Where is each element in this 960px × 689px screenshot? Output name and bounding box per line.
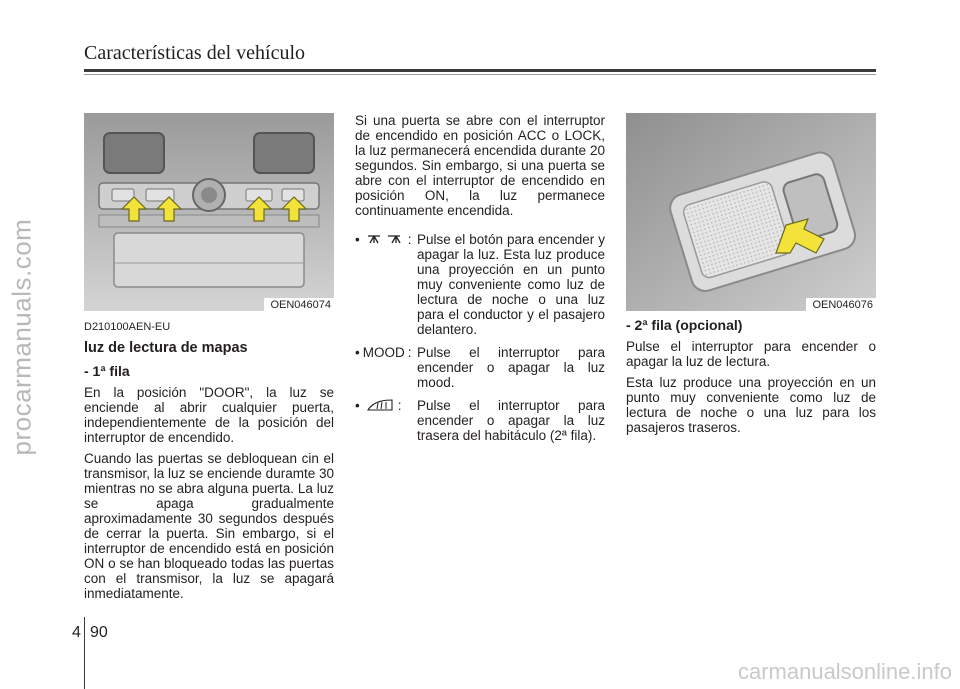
paragraph-unlock-transmitter: Cuando las puertas se debloquean cin el transmisor, la luz se enciende duramte 30 mientras no se abra alguna puerta. La luz se apaga gradualmente aproximadamente 30 segundos después de cerrar la puerta. Sin embargo, si el interruptor de encendido está en posición ON o se han bloqueado todas las puertas con el transmisor, la luz se apagará inmediatamente. [84, 451, 334, 601]
header-rule-thin [84, 74, 876, 75]
list-item-room-lamp [355, 398, 605, 443]
paragraph-door-open: Si una puerta se abre con el interruptor de encendido en posición ACC o LOCK, la luz permanecerá encendida durante 20 segundos. Sin embargo, si una puerta se abre con el interruptor de encendido en posición ON, la luz permanece continuamente encendida. [355, 113, 605, 218]
map-lamp-description: Pulse el botón para encender y apagar la luz. Esta luz produce una proyección en un punto muy conveniente como luz de lectura de noche o una luz para el conductor y el pasajero delantero. [417, 232, 605, 337]
mood-description: Pulse el interruptor para encender o apagar la luz mood. [417, 345, 605, 390]
section-heading: luz de lectura de mapas [84, 340, 248, 356]
paragraph-second-row-switch: Pulse el interruptor para encender o apagar la luz de lectura. [626, 339, 876, 369]
footer-rule [84, 617, 85, 689]
list-item-map-lamp [355, 232, 605, 337]
room-lamp-icon [366, 398, 396, 415]
header-rule [84, 69, 876, 72]
subheading-first-row: - 1ª fila [84, 363, 130, 379]
chapter-number: 4 [72, 624, 81, 641]
figure-code-right: OEN046076 [806, 298, 876, 311]
room-lamp-description: Pulse el interruptor para encender o apagar la luz trasera del habitáculo (2ª fila). [417, 398, 605, 443]
front-console-figure [84, 113, 334, 311]
column-2 [355, 113, 605, 451]
map-lamp-icons [366, 233, 406, 248]
paragraph-door-position: En la posición "DOOR", la luz se enciende al abrir cualquier puerta, independientemente de la posición del interruptor de encendido. [84, 385, 334, 445]
section-code: D210100AEN-EU [84, 321, 171, 333]
bullet: • [355, 398, 360, 413]
front-console-illustration [84, 113, 334, 311]
side-watermark: procarmanuals.com [6, 218, 37, 456]
colon: : [407, 345, 412, 360]
colon: : [397, 398, 402, 413]
paragraph-second-row-projection: Esta luz produce una proyección en un punto muy conveniente como luz de lectura de noche o una luz para los pasajeros traseros. [626, 375, 876, 435]
bullet: • [355, 232, 360, 247]
figure-code-left: OEN046074 [264, 298, 334, 311]
rear-lamp-illustration [626, 113, 876, 311]
mood-label: MOOD [362, 345, 405, 360]
chapter-title: Características del vehículo [84, 42, 306, 64]
colon: : [407, 232, 412, 247]
rear-lamp-figure [626, 113, 876, 311]
column-3 [626, 318, 876, 441]
bullet: • [355, 345, 360, 360]
list-item-mood [355, 345, 605, 390]
subheading-second-row: - 2ª fila (opcional) [626, 317, 743, 333]
column-1 [84, 320, 334, 607]
bottom-watermark: carmanualsonline.info [737, 659, 952, 684]
page-number: 90 [90, 624, 108, 641]
